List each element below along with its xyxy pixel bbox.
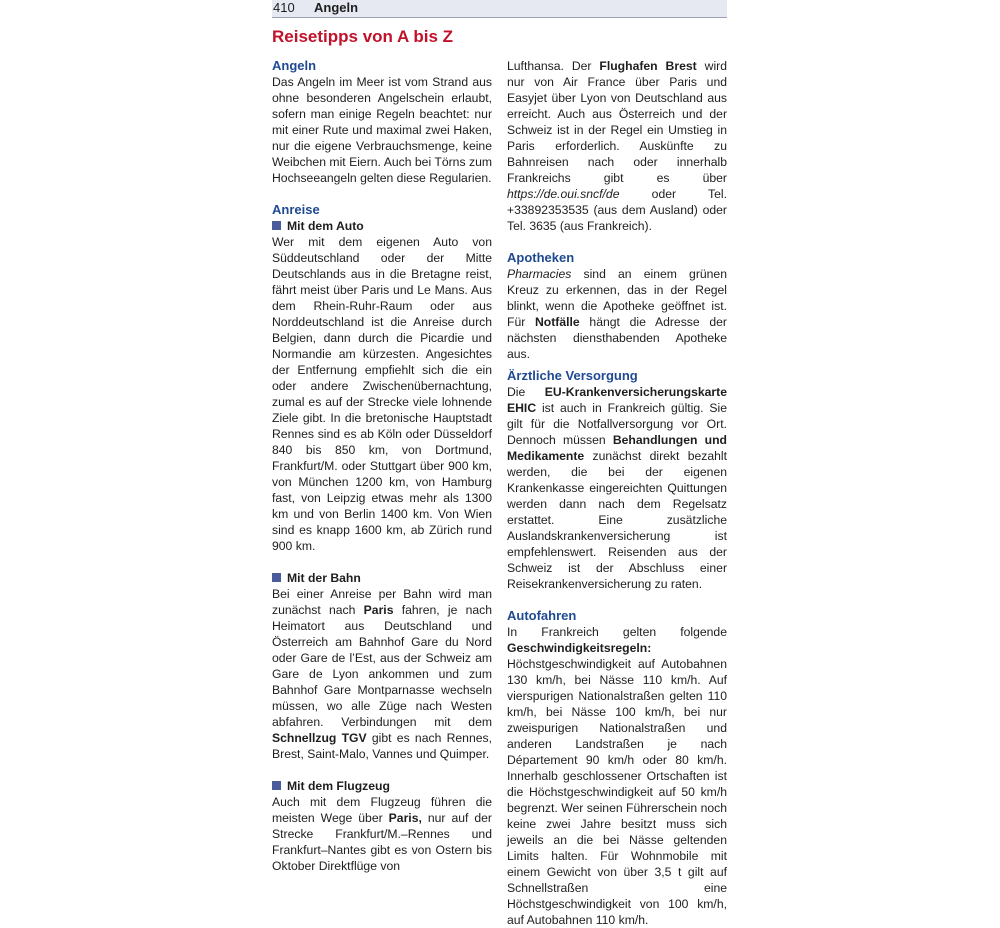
paragraph-apotheken: Pharmacies sind an einem grünen Kreuz zu erkennen, das in der Regel blinkt, wenn die Apotheke geöffnet ist. Für Notfälle hängt die Adresse der nächsten diensthabenden Apotheke aus. — [507, 267, 727, 361]
bold-flughafen-brest: Flughafen Brest — [599, 59, 697, 73]
section-spacer — [507, 234, 727, 250]
page-number: 410 — [273, 0, 295, 15]
subheading-flugzeug-label: Mit dem Flugzeug — [287, 779, 390, 793]
bold-notfaelle: Notfälle — [535, 315, 580, 329]
heading-autofahren: Autofahren — [507, 608, 577, 623]
chapter-title: Reisetipps von A bis Z — [272, 27, 454, 46]
paragraph-flugzeug: Auch mit dem Flugzeug führen die meisten Wege über Paris, nur auf der Strecke Frankfurt/M.–Rennes und Frankfurt–Nantes gibt es von Ostern bis Oktober Direktflüge von — [272, 795, 492, 873]
sncf-link[interactable]: https://de.oui.sncf/de — [507, 187, 620, 201]
bold-behandlungen: Behandlungen und Medikamente — [507, 433, 727, 463]
square-bullet-icon — [272, 221, 281, 230]
subheading-bahn — [272, 570, 492, 586]
running-section-title: Angeln — [314, 0, 359, 15]
subheading-auto-label: Mit dem Auto — [287, 219, 364, 233]
section-spacer — [272, 762, 492, 778]
bold-paris: Paris — [363, 603, 394, 617]
heading-aerztliche-versorgung: Ärztliche Versorgung — [507, 368, 638, 383]
right-column — [507, 58, 727, 928]
paragraph-angeln: Das Angeln im Meer ist vom Strand aus ohne besonderen Angelschein erlaubt, sofern man einige Regeln beachtet: nur mit einer Rute und maximal zwei Haken, nur die eigene Verbrauchsmenge, keine Weibchen mit Eiern. Auch bei Törns zum Hochseeangeln gelten diese Regularien. — [272, 75, 492, 185]
subheading-flugzeug — [272, 778, 492, 794]
square-bullet-icon — [272, 781, 281, 790]
section-spacer — [272, 186, 492, 202]
subheading-auto — [272, 218, 492, 234]
italic-pharmacies: Pharmacies — [507, 267, 572, 281]
section-spacer — [272, 554, 492, 570]
bold-tgv: Schnellzug TGV — [272, 731, 367, 745]
bold-ehic: EU-Krankenversicherungskarte EHIC — [507, 385, 727, 415]
subheading-bahn-label: Mit der Bahn — [287, 571, 361, 585]
paragraph-autofahren: In Frankreich gelten folgende Geschwindigkeitsregeln: Höchstgeschwindigkeit auf Autobahnen 130 km/h, bei Nässe 110 km/h. Auf vierspurigen Nationalstraßen gelten 110 km/h, bei Nässe 100 km/h, bei nur zweispurigen Nationalstraßen und anderen Landstraßen je nach Département 90 km/h oder 80 km/h. Innerhalb geschlossener Ortschaften ist die Höchstgeschwindigkeit auf 50 km/h begrenzt. Wer seinen Führerschein noch keine zwei Jahre besitzt muss sich jeweils an die bei Nässe geltenden Limits halten. Für Wohnmobile mit einem Gewicht von über 3,5 t gilt auf Schnellstraßen eine Höchstgeschwindigkeit von 100 km/h, auf Autobahnen 110 km/h. — [507, 625, 727, 927]
bold-geschwindigkeitsregeln: Geschwindigkeitsregeln: — [507, 641, 652, 655]
book-page — [272, 0, 727, 927]
paragraph-auto: Wer mit dem eigenen Auto von Süddeutschland oder der Mitte Deutschlands aus in die Bretagne reist, fährt meist über Paris und Le Mans. Aus dem Rhein-Ruhr-Raum oder aus Norddeutschland ist die Anreise durch Belgien, dann durch die Picardie und Normandie am kürzesten. Angesichtes der Entfernung empfiehlt sich die ein oder andere Zwischenübernachtung, zumal es auf der Strecke viele lohnende Ziele gibt. In die bretonische Hauptstadt Rennes sind es ab Köln oder Düsseldorf 840 bis 850 km, von Dortmund, Frankfurt/M. oder Stuttgart über 900 km, von München 1200 km, von Hamburg fast, von Leipzig etwas mehr als 1300 km und von Berlin 1400 km. Von Wien sind es knapp 1600 km, ab Zürich rund 900 km. — [272, 235, 492, 553]
heading-anreise: Anreise — [272, 202, 320, 217]
paragraph-flugzeug-continued: Lufthansa. Der Flughafen Brest wird nur von Air France über Paris und Easyjet über Lyon von Deutschland aus erreicht. Auch aus Österreich und der Schweiz ist in der Regel ein Umstieg in Paris erforderlich. Auskünfte zu Bahnreisen nach oder innerhalb Frankreichs gibt es über https://de.oui.sncf/de oder Tel. +33892353535 (aus dem Ausland) oder Tel. 3635 (aus Frankreich). — [507, 59, 727, 233]
square-bullet-icon — [272, 573, 281, 582]
heading-angeln: Angeln — [272, 58, 317, 73]
paragraph-bahn: Bei einer Anreise per Bahn wird man zunächst nach Paris fahren, je nach Heimatort aus Deutschland und Österreich am Bahnhof Gare du Nord oder Gare de l’Est, aus der Schweiz am Gare de Lyon ankommen und zum Bahnhof Gare Montparnasse wechseln müssen, wo alle Züge nach Westen abfahren. Verbindungen mit dem Schnellzug TGV gibt es nach Rennes, Brest, Saint-Malo, Vannes und Quimper. — [272, 587, 493, 761]
paragraph-aerztliche-versorgung: Die EU-Krankenversicherungskarte EHIC ist auch in Frankreich gültig. Sie gilt für die Notfallversorgung vor Ort. Dennoch müssen Behandlungen und Medikamente zunächst direkt bezahlt werden, die bei der eigenen Krankenkasse eingereichten Quittungen werden dann nach dem Regelsatz erstattet. Eine zusätzliche Auslandskrankenversicherung ist empfehlenswert. Reisenden aus der Schweiz ist der Abschluss einer Reisekrankenversicherung zu raten. — [507, 385, 727, 591]
bold-paris: Paris, — [388, 811, 422, 825]
heading-apotheken: Apotheken — [507, 250, 575, 265]
section-spacer — [507, 592, 727, 608]
running-header — [272, 0, 727, 18]
left-column — [272, 58, 492, 874]
